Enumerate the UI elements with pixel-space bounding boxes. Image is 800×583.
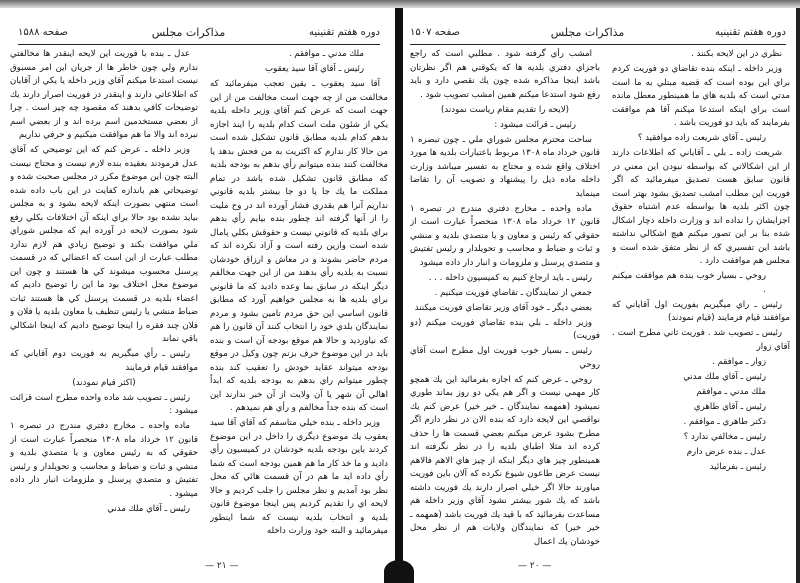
paragraph: رئيس ـ آقاي ملك مدني [683, 371, 766, 382]
left-page [0, 8, 398, 583]
paragraph: رئيس ـ راي ميگيريم بفوريت اول آقاياني كه موافقند قيام فرمايند (قيام نمودند) [612, 299, 790, 323]
paragraph: جمعي از نمايندگان ـ تقاضاي فوريت ميكنيم . [434, 287, 592, 298]
paragraph: عدل ـ بنده عرض دارم [686, 446, 766, 457]
page-number: — ۲۱ — [205, 561, 239, 571]
paragraph: ماده واحده ـ مخارج دفتري مندرج در تبصره ۱ قانون ۱۲ خرداد ماه ۱۳۰۸ منحصراً عبارت است از حقوقي كه به رئيس معاون و يا متصدي بلديه و منشي و ثبات و ضباط و محاسب و تحويلدار و رئيس تفتيش و متصدي پرسنل و ملزومات انبار دار داده ميشود . [10, 421, 198, 499]
session-label: دوره هفتم تقنينيه [715, 26, 786, 38]
running-title: مذاكرات مجلس [550, 25, 625, 39]
paragraph: نظري در اين لايحه بكنند . [691, 49, 782, 59]
page-number: — ۲۰ — [518, 561, 552, 571]
scan-top-shadow [0, 0, 800, 8]
paragraph: رئيس ـ مخالفي ندارد ؟ [683, 431, 766, 442]
page-label: صفحه ۱۵۸۸ [18, 26, 69, 38]
paragraph: روحي ـ عرض كنم كه اجازه بفرمائيد اين يك همچو كار مهمي نيست و اگر هم يكي دو روز بماند طوري نميشود (همهمه نمايندگان ـ خير خير) عرض كنم يك نواقصي اين لايحه دارد كه بنده الان در نظر دارم اگر مطرح بشود عرض ميكنم بعضي قسمت ها را حذف كرده اند مثلا اطباي بلديه را در نظر نگرفته اند همينطور چيز هاي ديگر اينكه از چيز هاي الاهم فالاهم نيست عرض طاعون شيوع نكرده كه آلان باين فوريت مياورند حالا اگر خيلي اصرار دارند يك فوريت داشته باشد كه يك شور بيشتر نشود آقاي وزير داخله هم مساعدت بفرمائيد كه با قيد يك فوريت باشد (همهمه ـ خير خير) كه نمايندگان ولايات هم از نظر محل خودشان يك اعمال [410, 374, 600, 547]
paragraph: رئيس ـ آقاي ملك مدني [107, 503, 190, 514]
left-page-column-right [10, 48, 198, 555]
paragraph: رئيس ـ بايد ارجاع كنيم به كميسيون داخله . . . [428, 272, 592, 283]
paragraph: دكتر طاهري ـ موافقم . [683, 416, 766, 427]
paragraph: زوار ـ موافقم . [712, 356, 766, 367]
paragraph: وزير داخله ـ عرض كنم كه اين توضيحي كه آقاي عدل فرمودند بعقيده بنده لازم نيست و محتاج نيست البته چون اين موضوع مكرر در مجلس صحبت شده و توضيحاتي هم باندازه كفايت در اين باب داده شده است منتهي بصورت اينكه لايحه بشود و به مجلس بيايد نشده بود حالا براي اينكه آن اختلافات بكلي رفع شود بصورت لايحه در آورده ايم كه مجلس شوراي ملي موافقت بكند و توضيح زيادي هم لازم ندارد مطلب عبارت از اين است كه اعضائي كه در قسمت پرسنل محسوب ميشوند كي ها هستند و چون اين موضوع محل اختلاف بود ما اين را توضيح داديم كه اعضاء بلديه در قسمت پرسنل كي ها هستند ثبات ضباط منشي يا رئيس تنظيف يا معاون بلديه يا فلان و فلان چند فقره را اينجا توضيح داديم كه اينجا اشكالي باقي نماند [10, 145, 198, 344]
paragraph: روحي ـ بسيار خوب بنده هم موافقت ميكنم . [612, 271, 766, 295]
paragraph: وزير داخله ـ اينكه بنده تقاضاي دو فوريت كردم براي اين بوده است كه قضيه مبتلي به ما است مدتي است كه بلديه هاي ما همينطور معطل مانده است براي اينكه استدعا ميكنم آقا هم موافقت بفرمايند كه بايد دو فوريت باشد . [612, 64, 790, 128]
paragraph: رئيس ـ آقاي آقا سيد يعقوب [265, 64, 364, 74]
paragraph: ماده واحده ـ مخارج دفتري مندرج در تبصره ۱ قانون ۱۲ خرداد ماه ۱۳۰۸ منحصراً عبارت است از حقوقي كه رئيس و معاون و يا متصدي بلديه و منشي و ثبات و ضباط و محاسب و تحويلدار و رئيس تفتيش و متصدي پرسنل و ملزومات و انبار دار داده ميشود [410, 203, 600, 268]
book-spine-foot [384, 560, 414, 583]
page-label: صفحه ۱۵۰۷ [410, 26, 461, 38]
paragraph: رئيس ـ تصويب شد ماده واحده مطرح است قرائت ميشود : [10, 392, 198, 416]
paragraph: رئيس ـ آقاي شريعت زاده موافقيد ؟ [637, 133, 766, 143]
paragraph: آقا سيد يعقوب ـ يقين تعجب ميفرمائيد كه مخالفت من از چه جهت است مخالفت من از اين جهت است كه عرض كنم آقاي وزير داخله بلديه يكي از شئون ملت است كدام بلديه را ايند اجازه بدهم كدام بلديه مطابق قانون تشكيل شده است من حالا كار ندارم كه اكثريت به من فحش بدهد يا مخالفت كنند بنده ميتوانم رأي بدهم به بودجه بلديه كه مطابق قانون تشكيل شده باشد در تمام مملكت ما يك جا يا دو جا بيشتر بلديه قانوني نداريم آنرا هم بقدري فشار آورده اند در وح مليت را از آنها گرفته اند چطور بنده بيايم رأي بدهم براي بلديه كه قانوني نيست و حقوقش بكلي پامال شده است وازين رفته است و آزاد نكرده اند كه مردم حاضر بشوند و در معاش و ارزاق خودشان نسبت به بلديه رأي بدهند من از اين جهت مخالفم ديگر اينكه در سابق بما وعده داديد كه ما قانوني براي بلديه ها به مجلس خواهيم آورد كه مطابق قانون اساسي اين حق مردم تامين بشود و مردم نمايندگان بلدي خود را انتخاب كنند آن قانون را هم كه نياورديد و حالا هم موقع بودجه آن است و بنده بايد در اين موضوع حرف بزنم چون وكيل در موقع بودجه ميتواند عقايد خودش را تعقيب كند بنده چطور ميتوانم راي بدهم به بودجه بلديه كه ابداً اهالي آن شهر يا آن ولايت از آن خبر ندارند اين است كه بنده جداً مخالفم و رأي هم نميدهم . [210, 79, 388, 413]
paragraph: عدل ـ بنده با فوريت اين لايحه اينقدر ها مخالفتي ندارم ولي چون خاطر ها از جريان اين امر مسبوق نيست استدعا ميكنم آقاي وزير داخله يا يكي از آقايان كه اطلاعاتي دارند و اينقدر در فوريت اصرار دارند يك توضيحات كافي بدهند كه مقصود چه چيز است . چرا از بعضي مستخدمين اسم برده اند و از بعضي اسم نبرده اند والا ما هم موافقت ميكنيم و حرفي نداريم [10, 49, 198, 140]
right-page [400, 8, 800, 583]
left-page-column-left [210, 48, 388, 555]
running-title: مذاكرات مجلس [151, 25, 226, 39]
session-label: دوره هفتم تقنينيه [309, 26, 380, 38]
paragraph: وزير داخله ـ بنده خيلي متاسفم كه آقاي آقا سيد يعقوب يك موضوع ديگري را داخل در اين موضوع كردند باين بودجه بلديه خودشان در كميسيون رأي داديد و ما خذ كار ما هم همين بودجه است كه شما رأي داده ايد ما هم در آن قسمت هائي كه محل نظر بود آمديم و نظر مجلس را جلب كرديم و حالا لايحه اي را تقديم كرديم پس اينجا موضوع قانون بلديه و انتخاب بلديه نيست كه شما اينطور ميفرمائيد و البته خود وزارت داخله [210, 418, 388, 536]
paragraph: ساحت محترم مجلس شوراي ملي ـ چون تبصره ۱ قانون خرداد ماه ۱۳۰۸ مربوط باعتبارات بلديه ها مورد اختلاف واقع شده و محتاج به تفسير ميباشد وزارت داخله ماده ذيل را پيشنهاد و تصويب آن را تقاضا مينمايد [410, 134, 600, 199]
left-page-header [18, 22, 380, 45]
stage-direction: (لايحه را تقديم مقام رياست نمودند) [441, 104, 569, 115]
paragraph: بعضي ديگر ـ خود آقاي وزير تقاضاي فوريت ميكنند [414, 302, 592, 313]
book-spine-shadow [395, 8, 403, 583]
paragraph: رئيس ـ رأي ميگيريم به فوريت دوم آقاياني كه موافقند قيام فرمايند [10, 349, 198, 373]
paragraph: رئيس ـ قرائت ميشود : [494, 119, 576, 130]
paragraph: رئيس ـ آقاي طاهري [693, 401, 766, 412]
paragraph: امشب رأي گرفته شود . مطلبي است كه راجع باجزاي دفتري بلديه ها كه يكوقتي هم اگر نظرتان باشد اينجا مذاكره شده چون يك نقصي دارد و بايد رفع شود استدعا ميكنم همين امشب تصويب شود . [410, 49, 600, 100]
paragraph: شريعت زاده ـ بلي ـ آقاياني كه اطلاعات دارند از اين اشكالاتي كه بواسطه نبودن اين معني در قانون سابق هست تصديق ميفرمائيد كه اگر فوريت اين مطلب امشب تصديق بشود بهتر است چون اكثر بلديه ها بواسطه عدم اشتباه حقوق اجزايشان را نداده اند و وزارت داخله دچار اشكال شده بنا بر اين تصور ميكنم هيچ اشكالي نداشته باشد اين تفسيري كه از نظر متفق شده است و مجلس هم موافقت دارد . [612, 148, 790, 266]
right-page-header [410, 22, 786, 45]
right-page-column-left [612, 48, 790, 555]
paragraph: وزير داخله ـ بلي بنده تقاضاي فوريت ميكنم (دو فوريت) [410, 317, 600, 341]
paragraph: ملك مدني ـ موافقم . [288, 49, 364, 59]
paragraph: رئيس ـ بسيار خوب فوريت اول مطرح است آقاي روحي [410, 346, 600, 370]
stage-direction: (اكثر قيام نمودند) [72, 377, 136, 388]
left-page-columns [10, 48, 388, 555]
paragraph: ملك مدني ـ موافقم [696, 386, 766, 397]
paragraph: رئيس ـ تصويب شد . فوريت ثاني مطرح است . آقاي زوار [612, 328, 790, 352]
page-edge-shadow [796, 8, 800, 583]
right-page-column-right [410, 48, 600, 555]
right-page-columns [410, 48, 790, 555]
paragraph: رئيس ـ بفرمائيد [709, 461, 766, 472]
